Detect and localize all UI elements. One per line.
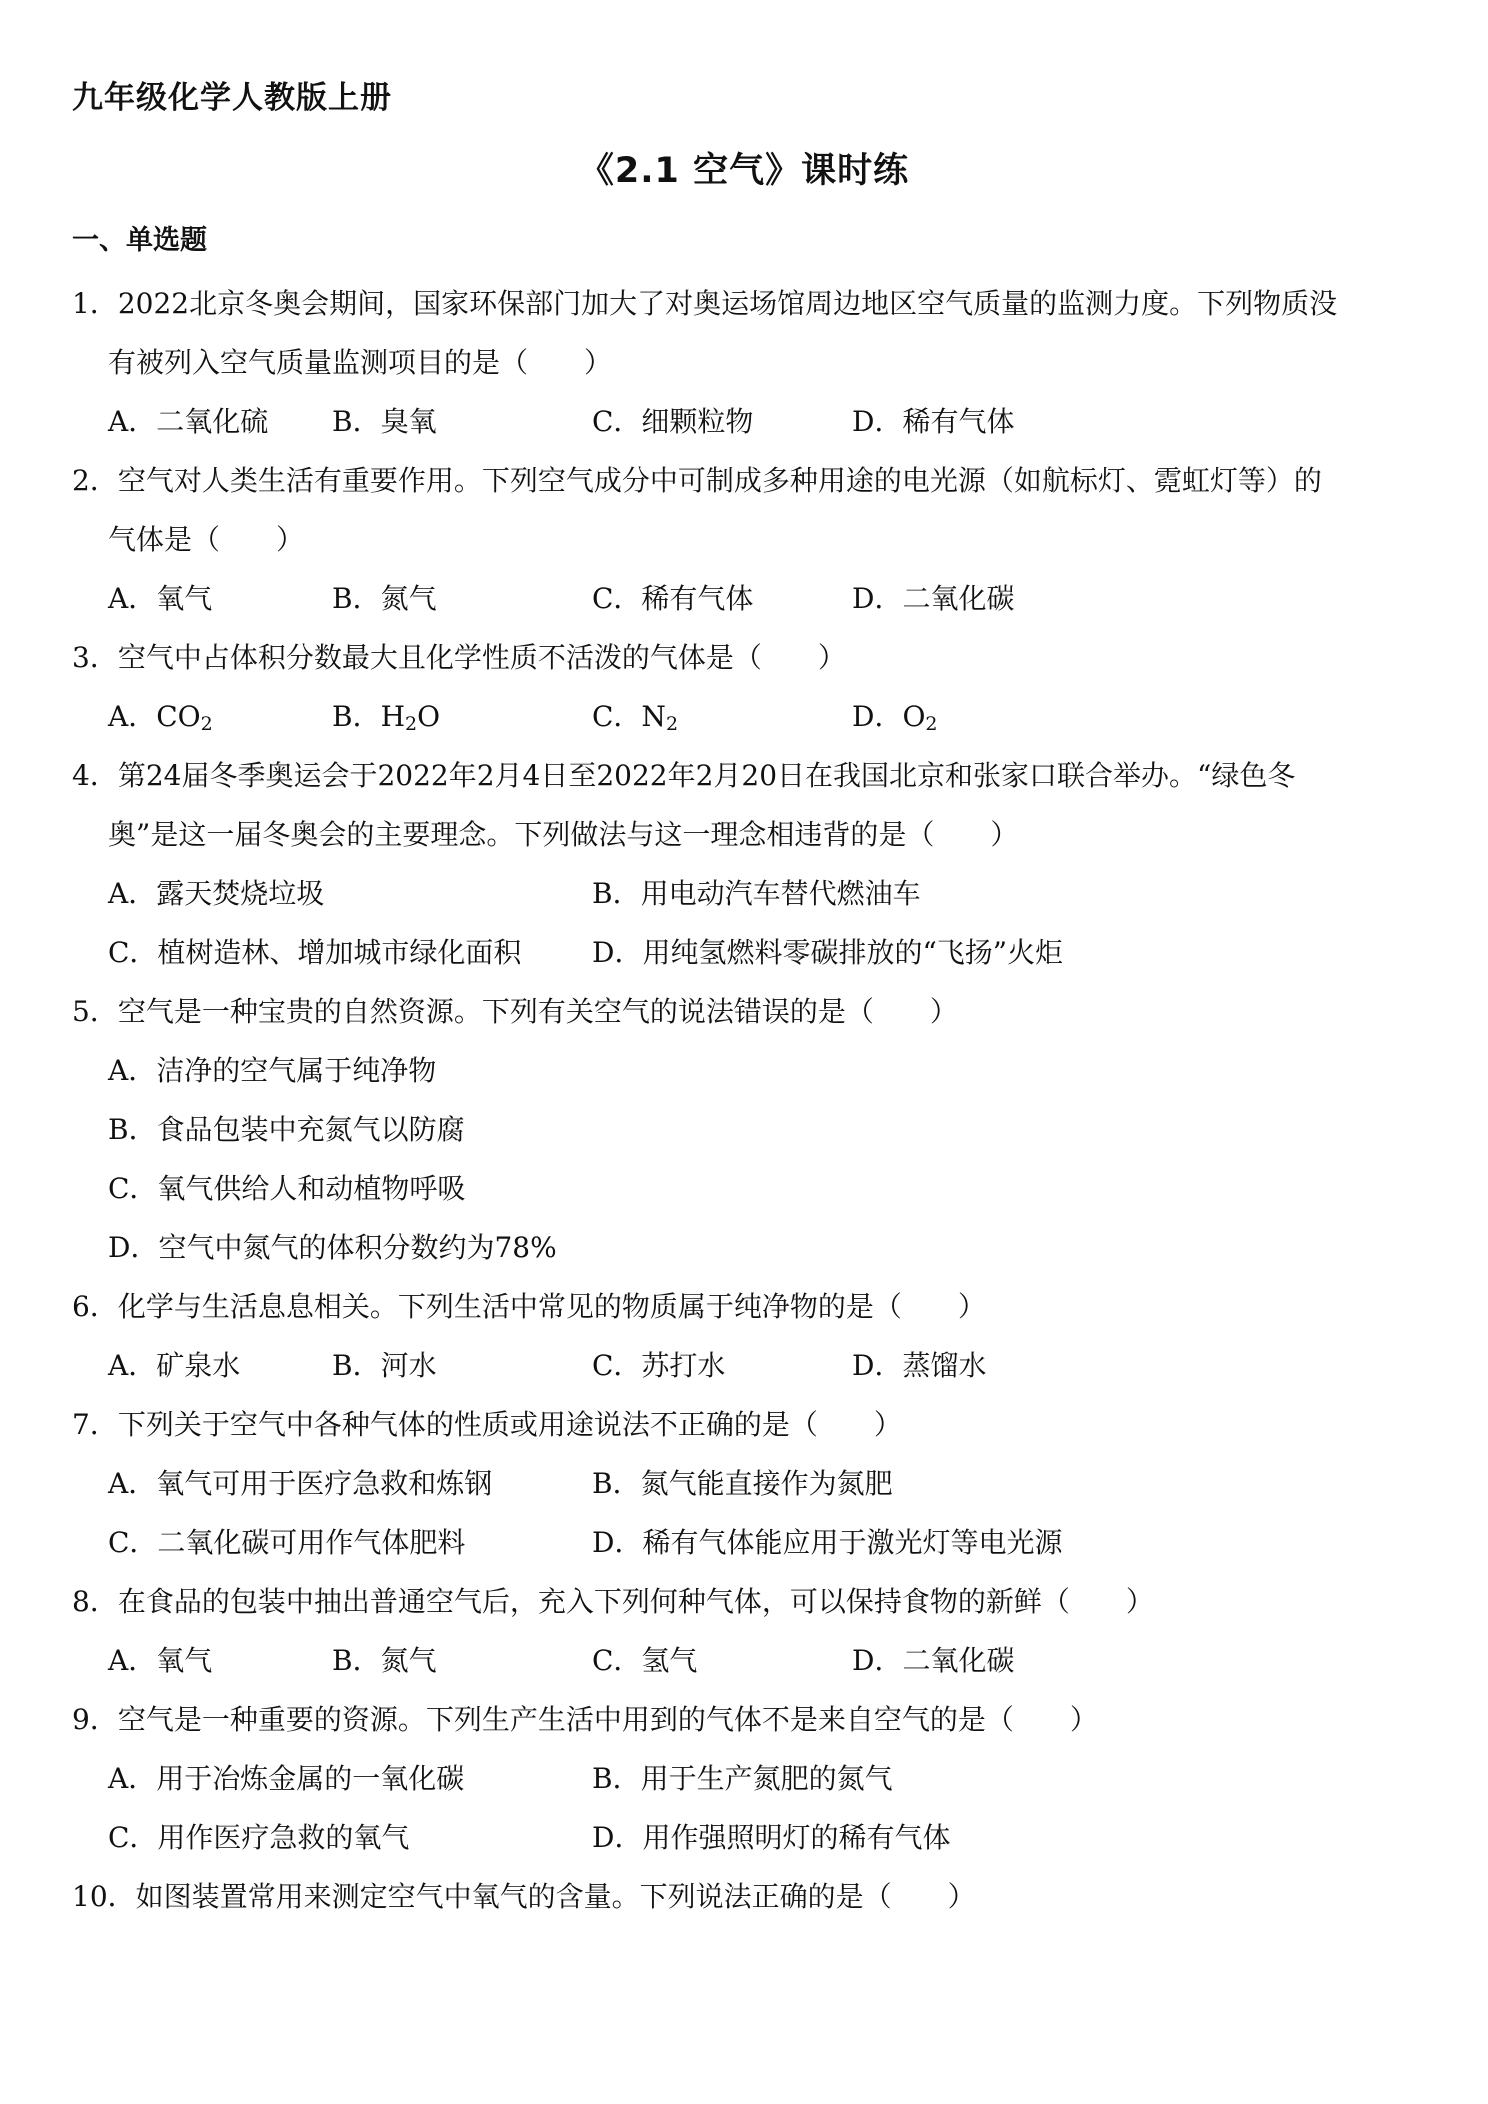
option-c[interactable]: C．用作医疗急救的氧气 [108,1821,410,1854]
option-d[interactable]: D．空气中氮气的体积分数约为78% [108,1231,557,1264]
option-a[interactable]: A．露天焚烧垃圾 [108,877,325,910]
question-stem [72,1395,1432,1454]
options-row [72,1808,1432,1867]
option-a[interactable]: A．矿泉水 [108,1349,241,1382]
question-stem [72,1690,1432,1749]
question-number: 8． [72,1585,118,1618]
option-c[interactable]: C．苏打水 [592,1349,726,1382]
question-text: 化学与生活息息相关。下列生活中常见的物质属于纯净物的是（ ） [117,1290,986,1323]
question-stem [72,628,1432,687]
option-b[interactable]: B．氮气 [332,1644,437,1677]
question-text-continued: 奥”是这一届冬奥会的主要理念。下列做法与这一理念相违背的是（ ） [108,818,1019,851]
question-text-continued: 有被列入空气质量监测项目的是（ ） [108,346,613,379]
question-list [72,274,1432,1926]
question-number: 4． [72,759,118,792]
option-b[interactable]: B．河水 [332,1349,437,1382]
section-title: 一、单选题 [72,225,207,256]
option-a[interactable]: A．氧气可用于医疗急救和炼钢 [108,1467,493,1500]
option-c[interactable]: C．氢气 [592,1644,698,1677]
option-c[interactable]: C．$N_2$ [592,700,679,735]
options-row [72,687,1432,746]
option-c[interactable]: C．二氧化碳可用作气体肥料 [108,1526,466,1559]
question-text: 如图装置常用来测定空气中氧气的含量。下列说法正确的是（ ） [135,1880,976,1913]
options-row [72,1336,1432,1395]
question-9 [72,1690,1432,1867]
question-4 [72,746,1432,982]
option-a[interactable]: A．$CO_2$ [108,700,213,735]
option-a[interactable]: A．洁净的空气属于纯净物 [108,1054,437,1087]
option-a[interactable]: A．氧气 [108,582,213,615]
option-d[interactable]: D．蒸馏水 [852,1349,987,1382]
option-b[interactable]: B．氮气能直接作为氮肥 [592,1467,893,1500]
option-b[interactable]: B．用电动汽车替代燃油车 [592,877,921,910]
option-a[interactable]: A．氧气 [108,1644,213,1677]
options-row [72,569,1432,628]
question-stem [72,982,1432,1041]
option-b[interactable]: B．食品包装中充氮气以防腐 [108,1113,465,1146]
option-c[interactable]: C．植树造林、增加城市绿化面积 [108,936,522,969]
question-2 [72,451,1432,628]
option-d[interactable]: D．用作强照明灯的稀有气体 [592,1821,951,1854]
option-c[interactable]: C．稀有气体 [592,582,754,615]
question-number: 5． [72,995,118,1028]
question-text: 空气是一种重要的资源。下列生产生活中用到的气体不是来自空气的是（ ） [117,1703,1098,1736]
options-row [72,1631,1432,1690]
options-row [72,1513,1432,1572]
question-stem [72,1572,1432,1631]
question-6 [72,1277,1432,1395]
options-row [72,864,1432,923]
question-number: 7． [72,1408,118,1441]
options-row [72,1749,1432,1808]
option-d[interactable]: D．稀有气体 [852,405,1015,438]
question-number: 1． [72,287,118,320]
option-b[interactable]: B．氮气 [332,582,437,615]
option-d[interactable]: D．用纯氢燃料零碳排放的“飞扬”火炬 [592,936,1064,969]
option-d[interactable]: D．二氧化碳 [852,1644,1015,1677]
question-text: 第24届冬季奥运会于2022年2月4日至2022年2月20日在我国北京和张家口联合举办。“绿色冬 [117,759,1296,792]
question-stem [72,1277,1432,1336]
subject-label: 九年级化学人教版上册 [72,80,392,116]
option-d[interactable]: D．稀有气体能应用于激光灯等电光源 [592,1526,1063,1559]
question-1 [72,274,1432,451]
option-c[interactable]: C．氧气供给人和动植物呼吸 [108,1172,466,1205]
option-b[interactable]: B．$H_2O$ [332,700,441,735]
question-3 [72,628,1432,746]
question-number: 3． [72,641,118,674]
question-text-continued: 气体是（ ） [108,523,305,556]
question-stem [72,1867,1432,1926]
question-text: 2022北京冬奥会期间，国家环保部门加大了对奥运场馆周边地区空气质量的监测力度。下列物质没 [117,287,1338,320]
option-b[interactable]: B．臭氧 [332,405,437,438]
question-8 [72,1572,1432,1690]
option-c[interactable]: C．细颗粒物 [592,405,754,438]
question-5 [72,982,1432,1277]
page-title: 《2.1 空气》课时练 [578,151,910,191]
question-text: 在食品的包装中抽出普通空气后，充入下列何种气体，可以保持食物的新鲜（ ） [117,1585,1154,1618]
options-row [72,923,1432,982]
question-stem [72,274,1432,333]
question-number: 10． [72,1880,136,1913]
question-number: 9． [72,1703,118,1736]
question-text: 空气中占体积分数最大且化学性质不活泼的气体是（ ） [117,641,846,674]
question-text: 下列关于空气中各种气体的性质或用途说法不正确的是（ ） [117,1408,902,1441]
question-10 [72,1867,1432,1926]
options-row [72,392,1432,451]
options-row [72,1454,1432,1513]
option-d[interactable]: D．$O_2$ [852,700,938,735]
question-stem [72,746,1432,805]
question-7 [72,1395,1432,1572]
question-number: 6． [72,1290,118,1323]
option-b[interactable]: B．用于生产氮肥的氮气 [592,1762,893,1795]
question-text: 空气对人类生活有重要作用。下列空气成分中可制成多种用途的电光源（如航标灯、霓虹灯等）的 [117,464,1322,497]
option-a[interactable]: A．用于冶炼金属的一氧化碳 [108,1762,465,1795]
option-a[interactable]: A．二氧化硫 [108,405,269,438]
question-number: 2． [72,464,118,497]
question-text: 空气是一种宝贵的自然资源。下列有关空气的说法错误的是（ ） [117,995,958,1028]
question-stem [72,451,1432,510]
option-d[interactable]: D．二氧化碳 [852,582,1015,615]
